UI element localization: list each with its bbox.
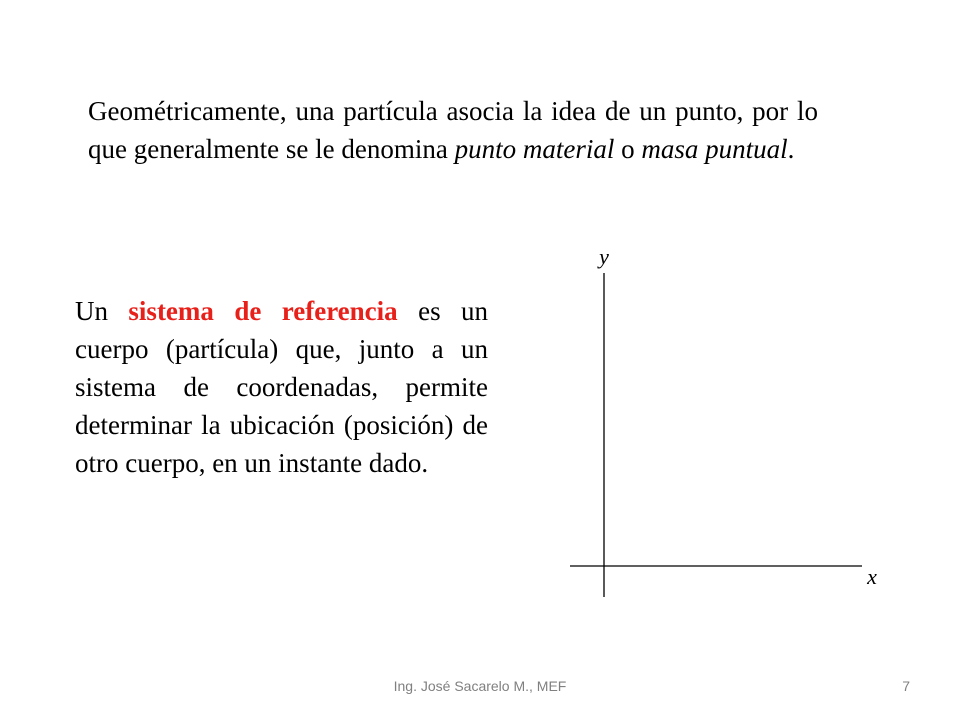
- intro-text-3: .: [787, 134, 795, 164]
- intro-text-1: Geométricamente, una partícula asocia la idea de un punto, por lo que generalmente se le denomina: [88, 96, 818, 164]
- coordinate-axes: [560, 240, 900, 610]
- footer-author: Ing. José Sacarelo M., MEF: [393, 678, 567, 694]
- definition-text-2: es un cuerpo (partícula) que, junto a un sistema de coordenadas, permite determinar la ubicación (posición) de otro cuerpo, en un instante dado.: [75, 296, 489, 478]
- term-punto-material: punto material: [454, 134, 615, 164]
- intro-paragraph: [88, 92, 818, 168]
- term-sistema-de-referencia: sistema de referencia: [128, 296, 398, 326]
- definition-text-1: Un: [75, 296, 129, 326]
- definition-paragraph: [75, 292, 488, 482]
- y-axis-label: y: [599, 244, 609, 269]
- x-axis-label: x: [867, 564, 877, 589]
- page-number: 7: [902, 678, 910, 694]
- term-masa-puntual: masa puntual: [641, 134, 788, 164]
- intro-text-2: o: [614, 134, 642, 164]
